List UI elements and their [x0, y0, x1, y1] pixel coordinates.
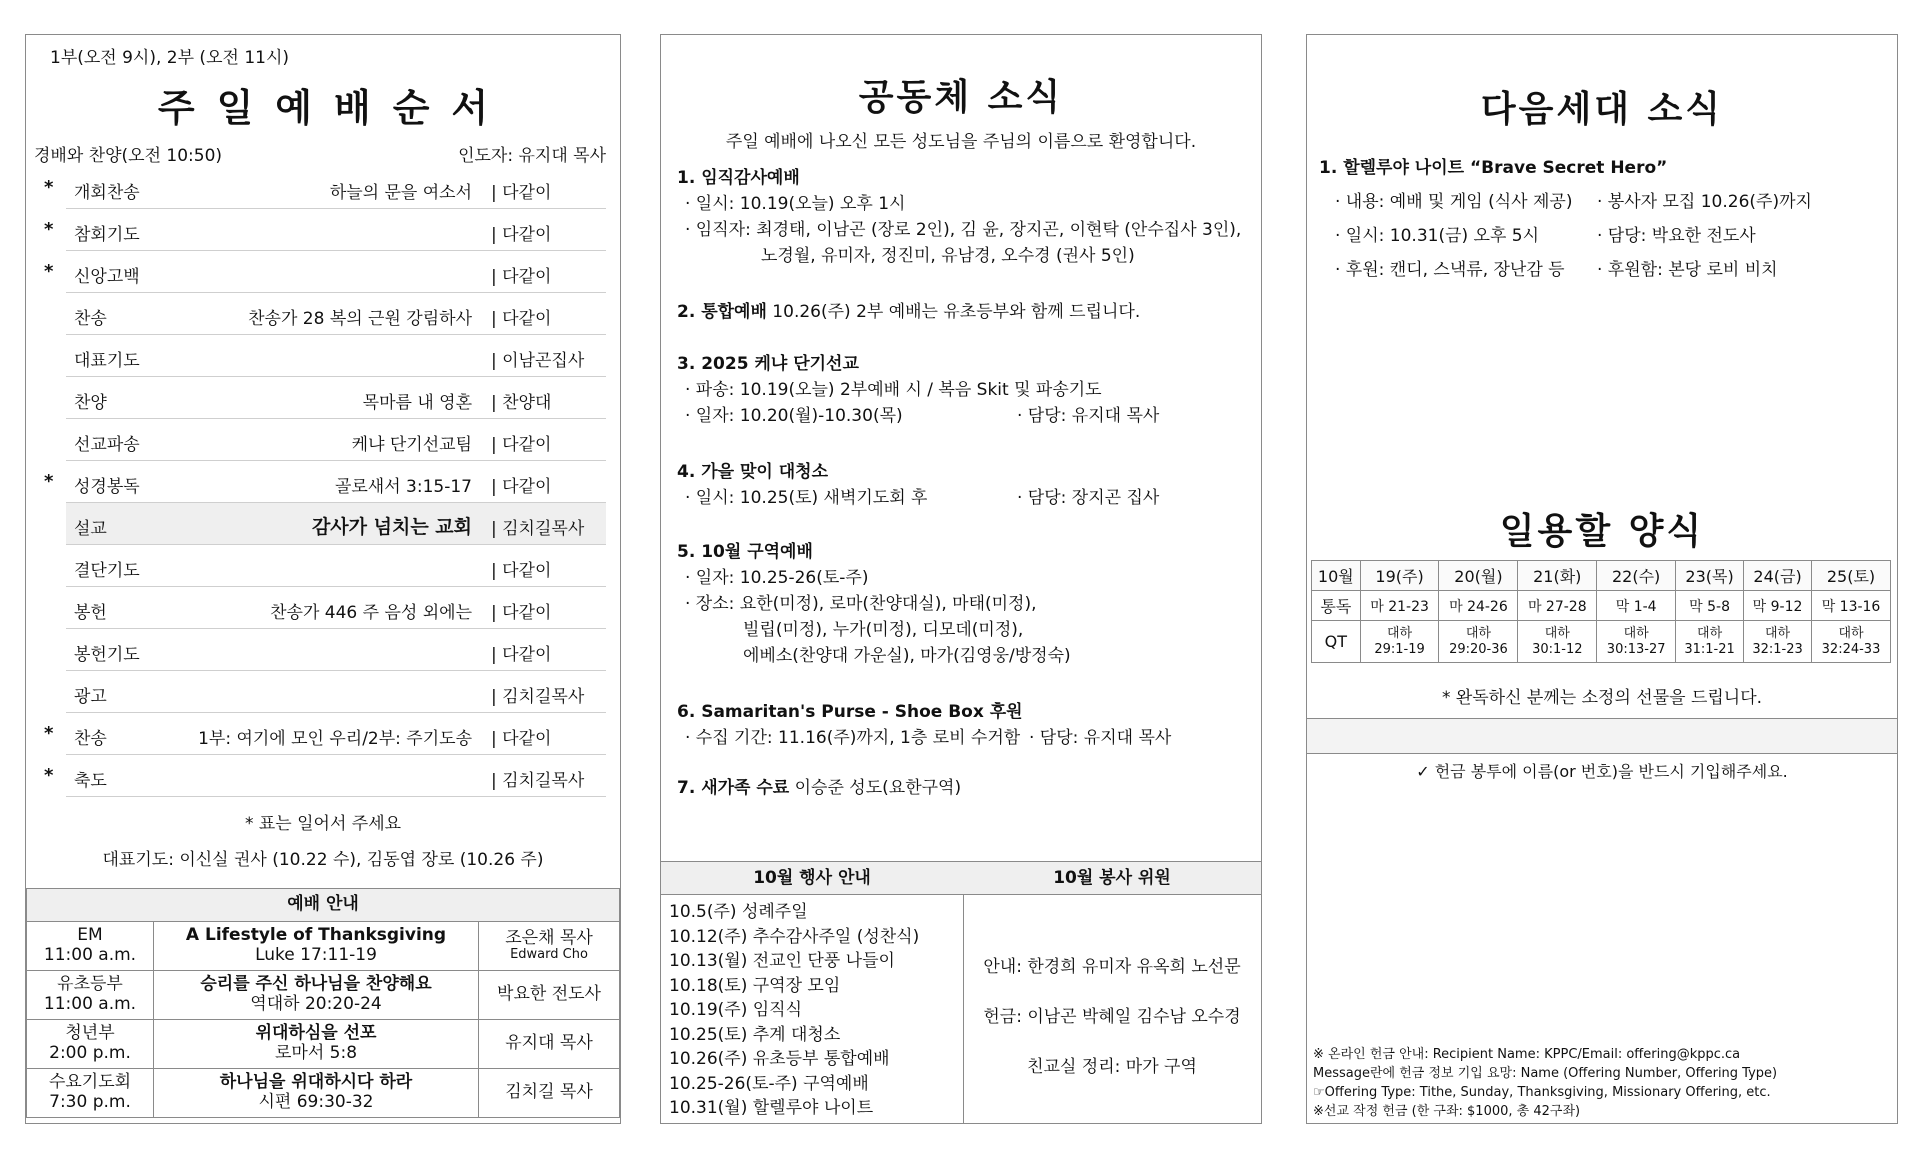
praise-section-header	[34, 139, 606, 165]
order-row	[34, 755, 606, 797]
qt-book: 대하	[1387, 625, 1413, 641]
order-row	[34, 713, 606, 755]
sermon-title: 승리를 주신 하나님을 찬양해요	[200, 974, 432, 995]
order-row	[34, 377, 606, 419]
worship-guide-row	[27, 922, 620, 971]
day-cell: 25(토)	[1812, 561, 1891, 591]
stand-mark: *	[44, 219, 54, 240]
order-item-name: 신앙고백	[74, 267, 140, 287]
news-heading: 7. 새가족 수료	[677, 778, 790, 798]
news-item-joint-worship	[677, 299, 1251, 325]
qt-verses: 30:13-27	[1606, 641, 1666, 657]
pastor-name: 김치길 목사	[505, 1082, 593, 1103]
prayer-schedule: 대표기도: 이신실 권사 (10.22 수), 김동엽 장로 (10.26 주)	[102, 850, 544, 870]
scripture: Luke 17:11-19	[255, 945, 377, 965]
tongdok-cell: 막 5-8	[1676, 591, 1744, 621]
news-item-new-family	[677, 775, 1251, 801]
group-name: 유초등부	[57, 974, 123, 995]
tongdok-cell: 막 9-12	[1744, 591, 1812, 621]
order-row	[34, 587, 606, 629]
news-line: · 임직자: 최경태, 이남곤 (장로 2인), 김 윤, 장지곤, 이현탁 (안수집사 3인),	[685, 220, 1242, 240]
news-line: · 장소: 요한(미정), 로마(찬양대실), 마태(미정),	[685, 594, 1037, 614]
day-cell: 22(수)	[1597, 561, 1676, 591]
worship-guide-row	[27, 971, 620, 1020]
news-heading: 1. 임직감사예배	[677, 168, 800, 188]
duty-item: 헌금: 이남곤 박혜일 김수남 오수경	[983, 1007, 1241, 1027]
qt-book: 대하	[1623, 625, 1649, 641]
order-item-name: 결단기도	[74, 561, 140, 581]
worship-guide-row	[27, 1069, 620, 1118]
news-line: · 파송: 10.19(오늘) 2부예배 시 / 복음 Skit 및 파송기도	[685, 380, 1102, 400]
tongdok-cell: 막 1-4	[1597, 591, 1676, 621]
community-news-panel	[660, 34, 1262, 1124]
order-item-leader: | 다같이	[491, 561, 552, 581]
welcome-message: 주일 예배에 나오신 모든 성도님을 주님의 이름으로 환영합니다.	[725, 132, 1197, 152]
news-line: · 담당: 유지대 목사	[1029, 728, 1172, 748]
order-item-name: 광고	[74, 687, 107, 707]
news-line: · 담당: 장지곤 집사	[1017, 488, 1160, 508]
sermon-title: A Lifestyle of Thanksgiving	[185, 925, 447, 946]
event-item: 10.18(토) 구역장 모임	[669, 975, 841, 996]
event-item: 10.25(토) 추계 대청소	[669, 1024, 841, 1045]
qt-verses: 32:1-23	[1752, 641, 1803, 657]
news-heading: 5. 10월 구역예배	[677, 542, 813, 562]
pastor-name: 조은채 목사	[505, 927, 593, 948]
tongdok-cell: 마 24-26	[1439, 591, 1518, 621]
service-times: 1부(오전 9시), 2부 (오전 11시)	[50, 48, 290, 68]
sermon-title: 감사가 넘치는 교회	[311, 516, 472, 538]
day-cell: 20(월)	[1439, 561, 1518, 591]
news-item-cleaning	[677, 459, 1251, 511]
news-line: 10.26(주) 2부 예배는 유초등부와 함께 드립니다.	[766, 302, 1141, 322]
service-time: 11:00 a.m.	[43, 994, 137, 1014]
qt-book: 대하	[1838, 625, 1864, 641]
october-info-section	[661, 861, 1261, 1123]
scripture: 시편 69:30-32	[258, 1092, 374, 1112]
news-heading: 4. 가을 맞이 대청소	[677, 462, 828, 482]
order-row	[34, 629, 606, 671]
detail-line: · 후원: 캔디, 스낵류, 장난감 등	[1335, 260, 1565, 280]
praise-section-label: 경배와 찬양(오전 10:50)	[34, 146, 223, 166]
month-cell: 10월	[1312, 561, 1361, 591]
praise-leader: 인도자: 유지대 목사	[458, 146, 606, 166]
stand-mark: *	[44, 765, 54, 786]
qt-cell	[1439, 621, 1518, 663]
news-line: · 일자: 10.25-26(토-주)	[685, 568, 869, 588]
stand-mark: *	[44, 723, 54, 744]
detail-line: · 담당: 박요한 전도사	[1597, 226, 1756, 246]
detail-line: · 내용: 예배 및 게임 (식사 제공)	[1335, 192, 1573, 212]
group-name: 수요기도회	[48, 1072, 132, 1093]
stand-mark: *	[44, 471, 54, 492]
news-line: · 일시: 10.25(토) 새벽기도회 후	[685, 488, 928, 508]
online-offering-line: ☞Offering Type: Tithe, Sunday, Thanksgiving, Missionary Offering, etc.	[1313, 1085, 1771, 1100]
order-item-name: 설교	[74, 519, 107, 539]
detail-line: · 봉사자 모집 10.26(주)까지	[1597, 192, 1812, 212]
group-name: 청년부	[65, 1023, 115, 1044]
news-line: · 일자: 10.20(월)-10.30(목)	[685, 406, 903, 426]
order-item-leader: | 김치길목사	[491, 519, 585, 539]
worship-order-panel	[25, 34, 621, 1124]
tongdok-cell: 마 21-23	[1360, 591, 1439, 621]
detail-line: · 후원함: 본당 로비 비치	[1597, 260, 1778, 280]
order-list	[34, 167, 606, 797]
order-row	[34, 419, 606, 461]
news-line: · 일시: 10.19(오늘) 오후 1시	[685, 194, 906, 214]
order-item-leader: | 다같이	[491, 603, 552, 623]
order-item-content: 목마름 내 영혼	[362, 393, 472, 413]
duties-list	[963, 942, 1261, 1092]
events-header: 10월 행사 안내	[661, 862, 964, 895]
news-heading: 2. 통합예배	[677, 302, 767, 322]
order-row	[34, 671, 606, 713]
qt-verses: 31:1-21	[1684, 641, 1735, 657]
news-line: · 담당: 유지대 목사	[1017, 406, 1160, 426]
order-item-leader: | 찬양대	[491, 393, 552, 413]
pastor-english-name: Edward Cho	[510, 947, 588, 963]
group-name: EM	[77, 925, 103, 946]
order-row	[34, 461, 606, 503]
scripture: 로마서 5:8	[274, 1043, 358, 1063]
order-item-name: 개회찬송	[74, 183, 140, 203]
order-item-content: 찬송가 446 주 음성 외에는	[270, 603, 472, 623]
order-item-name: 봉헌	[74, 603, 107, 623]
event-item: 10.13(월) 전교인 단풍 나들이	[669, 951, 895, 971]
online-offering-line: Message란에 헌금 정보 기입 요망: Name (Offering Number, Offering Type)	[1313, 1066, 1778, 1081]
offering-envelope-note: ✓ 헌금 봉투에 이름(or 번호)을 반드시 기입해주세요.	[1416, 762, 1788, 781]
order-item-leader: | 다같이	[491, 309, 552, 329]
day-cell: 24(금)	[1744, 561, 1812, 591]
order-item-content: 케냐 단기선교팀	[351, 435, 472, 455]
community-title: 공동체 소식	[858, 77, 1064, 118]
order-item-leader: | 다같이	[491, 435, 552, 455]
order-item-content: 하늘의 문을 여소서	[329, 183, 472, 203]
qt-verses: 30:1-12	[1532, 641, 1583, 657]
pastor-name: 유지대 목사	[505, 1033, 593, 1054]
order-item-leader: | 다같이	[491, 183, 552, 203]
qt-cell	[1676, 621, 1744, 663]
order-item-leader: | 다같이	[491, 225, 552, 245]
duty-item: 안내: 한경희 유미자 유옥희 노선문	[983, 957, 1241, 977]
order-item-leader: | 이남곤집사	[491, 351, 585, 371]
order-item-leader: | 다같이	[491, 645, 552, 665]
completion-gift-note: * 완독하신 분께는 소정의 선물을 드립니다.	[1441, 688, 1763, 708]
day-cell: 21(화)	[1518, 561, 1597, 591]
news-heading: 6. Samaritan's Purse - Shoe Box 후원	[677, 702, 1023, 722]
tongdok-cell: 막 13-16	[1812, 591, 1891, 621]
event-item: 10.25-26(토-주) 구역예배	[669, 1073, 869, 1094]
order-item-name: 축도	[74, 771, 107, 791]
duties-header: 10월 봉사 위원	[963, 862, 1261, 895]
online-offering-line: ※선교 작정 헌금 (한 구좌: $1000, 총 42구좌)	[1313, 1104, 1581, 1119]
qt-cell	[1518, 621, 1597, 663]
events-list	[669, 900, 919, 1121]
qt-cell	[1597, 621, 1676, 663]
order-row	[34, 545, 606, 587]
event-item: 10.12(주) 추수감사주일 (성찬식)	[669, 926, 920, 947]
reading-plan-table	[1311, 560, 1891, 663]
news-line: 노경월, 유미자, 정진미, 유남경, 오수경 (권사 5인)	[761, 246, 1135, 266]
detail-line: · 일시: 10.31(금) 오후 5시	[1335, 226, 1540, 246]
qt-cell	[1360, 621, 1439, 663]
order-item-content: 골로새서 3:15-17	[334, 477, 472, 497]
next-gen-title: 다음세대 소식	[1480, 89, 1724, 130]
event-item: 10.31(월) 할렐루야 나이트	[669, 1098, 874, 1118]
order-item-name: 봉헌기도	[74, 645, 140, 665]
day-cell: 23(목)	[1676, 561, 1744, 591]
online-offering-line: ※ 온라인 헌금 안내: Recipient Name: KPPC/Email: offering@kppc.ca	[1313, 1047, 1741, 1062]
daily-bread-title: 일용할 양식	[1499, 511, 1705, 552]
news-item-ordination	[677, 165, 1251, 269]
order-row	[34, 251, 606, 293]
worship-guide-table	[26, 888, 620, 1118]
order-row	[34, 293, 606, 335]
event-item: 10.19(주) 임직식	[669, 1000, 803, 1020]
online-offering-info	[1313, 1045, 1777, 1121]
worship-guide-header: 예배 안내	[27, 889, 620, 922]
service-time: 11:00 a.m.	[43, 945, 137, 965]
qt-label: QT	[1312, 621, 1361, 663]
order-item-name: 성경봉독	[74, 477, 140, 497]
worship-guide-row	[27, 1020, 620, 1069]
hallelujah-night-details	[1335, 185, 1855, 287]
qt-verses: 32:24-33	[1821, 641, 1881, 657]
qt-book: 대하	[1544, 625, 1570, 641]
order-item-name: 찬송	[74, 309, 107, 329]
tongdok-cell: 마 27-28	[1518, 591, 1597, 621]
order-item-name: 선교파송	[74, 435, 140, 455]
stand-mark: *	[44, 261, 54, 282]
qt-verses: 29:1-19	[1374, 641, 1425, 657]
event-item: 10.26(주) 유초등부 통합예배	[669, 1049, 890, 1069]
order-item-name: 대표기도	[74, 351, 140, 371]
order-item-name: 찬양	[74, 393, 107, 413]
stand-note: * 표는 일어서 주세요	[244, 814, 402, 834]
service-time: 7:30 p.m.	[49, 1092, 131, 1112]
news-item-cell-worship	[677, 539, 1251, 669]
qt-book: 대하	[1697, 625, 1723, 641]
worship-order-title: 주일예배순서	[157, 86, 511, 130]
scripture: 역대하 20:20-24	[250, 994, 382, 1014]
order-item-leader: | 다같이	[491, 267, 552, 287]
pastor-name: 박요한 전도사	[497, 984, 601, 1005]
order-row	[34, 209, 606, 251]
order-item-leader: | 김치길목사	[491, 687, 585, 707]
sermon-title: 위대하심을 선포	[255, 1023, 377, 1044]
news-line: 이승준 성도(요한구역)	[789, 778, 962, 798]
qt-book: 대하	[1465, 625, 1491, 641]
qt-verses: 29:20-36	[1449, 641, 1508, 657]
order-item-name: 참회기도	[74, 225, 140, 245]
order-row	[34, 167, 606, 209]
sermon-row	[34, 503, 606, 545]
order-item-leader: | 다같이	[491, 477, 552, 497]
news-item-mission	[677, 351, 1251, 429]
order-item-leader: | 김치길목사	[491, 771, 585, 791]
tongdok-label: 통독	[1312, 591, 1361, 621]
order-item-name: 찬송	[74, 729, 107, 749]
news-line: · 수집 기간: 11.16(주)까지, 1층 로비 수거함	[685, 728, 1021, 748]
event-item: 10.5(주) 성례주일	[669, 902, 808, 922]
order-row	[34, 335, 606, 377]
day-cell: 19(주)	[1360, 561, 1439, 591]
order-item-leader: | 다같이	[491, 729, 552, 749]
service-time: 2:00 p.m.	[49, 1043, 131, 1063]
next-generation-panel	[1306, 34, 1898, 1124]
sermon-title: 하나님을 위대하시다 하라	[219, 1072, 413, 1093]
duty-item: 친교실 정리: 마가 구역	[1027, 1057, 1197, 1077]
order-item-content: 찬송가 28 복의 근원 강림하사	[248, 309, 472, 329]
order-item-content: 1부: 여기에 모인 우리/2부: 주기도송	[198, 729, 472, 749]
hallelujah-night-heading: 1. 할렐루야 나이트 “Brave Secret Hero”	[1319, 158, 1668, 178]
qt-cell	[1812, 621, 1891, 663]
news-line: 에베소(찬양대 가운실), 마가(김영웅/방정숙)	[743, 646, 1071, 666]
divider-band	[1307, 718, 1897, 754]
qt-book: 대하	[1764, 625, 1791, 641]
news-line: 빌립(미정), 누가(미정), 디모데(미정),	[743, 620, 1024, 640]
stand-mark: *	[44, 177, 54, 198]
qt-cell	[1744, 621, 1812, 663]
news-heading: 3. 2025 케냐 단기선교	[677, 354, 859, 374]
news-item-shoe-box	[677, 699, 1251, 751]
